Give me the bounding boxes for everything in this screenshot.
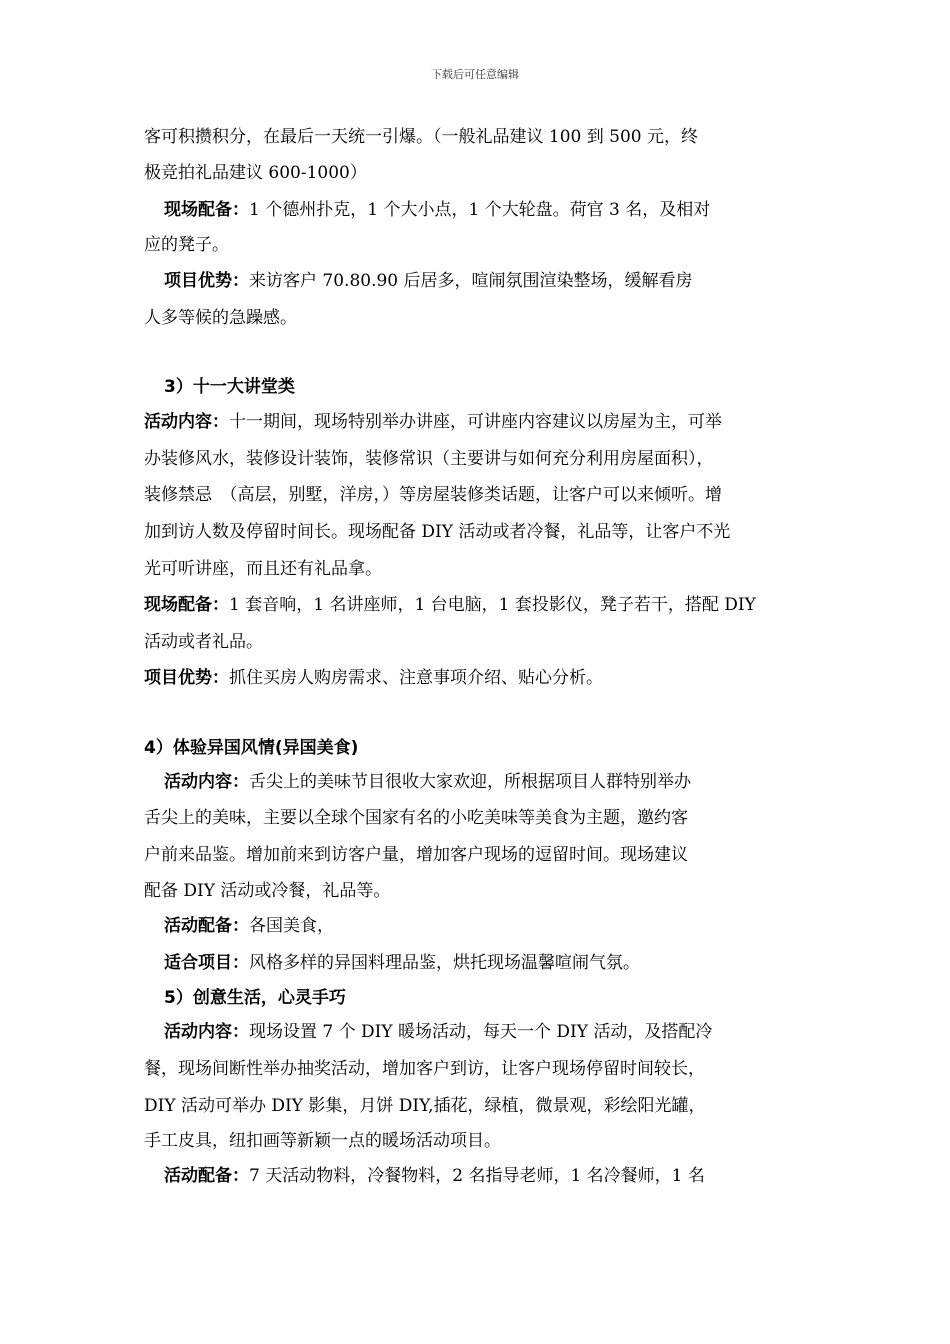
section-3-equip-line-1 <box>144 593 756 617</box>
section-3-content-line-2: 办装修风水，装修设计装饰，装修常识（主要讲与如何充分利用房屋面积）， <box>144 449 714 469</box>
section-4-content-line-2: 舌尖上的美味，主要以全球个国家有名的小吃美味等美食为主题，邀约客 <box>144 808 688 828</box>
section-5-equip-text: 7 天活动物料，冷餐物料，2 名指导老师，1 名冷餐师，1 名 <box>249 1166 705 1186</box>
section-3-equip-line-2: 活动或者礼品。 <box>144 632 263 652</box>
section-3-equip-label: 现场配备： <box>144 595 229 615</box>
intro-equip-text: 1 个德州扑克，1 个大小点，1 个大轮盘。荷官 3 名，及相对 <box>249 200 711 220</box>
section-4-content-line-4: 配备 DIY 活动或冷餐，礼品等。 <box>144 881 391 901</box>
intro-line-1: 客可积攒积分，在最后一天统一引爆。（一般礼品建议 100 到 500 元，终 <box>144 127 699 147</box>
section-4-content-label: 活动内容： <box>164 772 249 792</box>
section-3-adv-line-1 <box>144 666 603 690</box>
section-4-content-text: 舌尖上的美味节目很收大家欢迎，所根据项目人群特别举办 <box>249 772 691 792</box>
section-4-equip-label: 活动配备： <box>164 916 249 936</box>
section-5-content-line-4: 手工皮具，纽扣画等新颖一点的暖场活动项目。 <box>144 1131 501 1151</box>
intro-adv-label: 项目优势： <box>164 271 249 291</box>
section-3-adv-text: 抓住买房人购房需求、注意事项介绍、贴心分析。 <box>229 668 603 688</box>
section-4-content-line-3: 户前来品鉴。增加前来到访客户量，增加客户现场的逗留时间。现场建议 <box>144 845 688 865</box>
section-4-fit-line <box>164 951 640 975</box>
section-5-equip-label: 活动配备： <box>164 1166 249 1186</box>
intro-adv-line-2: 人多等候的急躁感。 <box>144 308 297 328</box>
section-5-content-line-1 <box>164 1020 712 1044</box>
intro-equip-line-1 <box>164 198 710 222</box>
section-3-content-line-1 <box>144 410 722 434</box>
intro-equip-line-2: 应的凳子。 <box>144 235 229 255</box>
intro-equip-label: 现场配备： <box>164 200 249 220</box>
section-4-content-line-1 <box>164 770 691 794</box>
page-header: 下载后可任意编辑 <box>431 68 519 81</box>
section-5-content-line-3: DIY 活动可举办 DIY 影集，月饼 DIY,插花，绿植，微景观，彩绘阳光罐， <box>144 1096 706 1116</box>
section-4-fit-text: 风格多样的异国料理品鉴，烘托现场温馨喧闹气氛。 <box>249 953 640 973</box>
section-3-adv-label: 项目优势： <box>144 668 229 688</box>
intro-adv-line-1 <box>164 269 693 293</box>
section-5-equip-line <box>164 1164 705 1188</box>
section-3-content-text: 十一期间，现场特别举办讲座，可讲座内容建议以房屋为主，可举 <box>229 412 722 432</box>
section-4-fit-label: 适合项目： <box>164 953 249 973</box>
section-3-content-line-3: 装修禁忌 （高层，别墅，洋房，）等房屋装修类话题，让客户可以来倾听。增 <box>144 485 722 505</box>
section-4-equip-line <box>164 914 334 938</box>
section-3-content-label: 活动内容： <box>144 412 229 432</box>
section-5-content-line-2: 餐，现场间断性举办抽奖活动，增加客户到访，让客户现场停留时间较长， <box>144 1059 705 1079</box>
section-3-heading: 3）十一大讲堂类 <box>164 377 295 397</box>
intro-line-2: 极竞拍礼品建议 600-1000） <box>144 163 367 183</box>
section-5-content-label: 活动内容： <box>164 1022 249 1042</box>
section-3-content-line-5: 光可听讲座，而且还有礼品拿。 <box>144 559 382 579</box>
section-3-equip-text: 1 套音响，1 名讲座师，1 台电脑，1 套投影仪，凳子若干，搭配 DIY <box>229 595 756 615</box>
section-3-content-line-4: 加到访人数及停留时间长。现场配备 DIY 活动或者冷餐，礼品等，让客户不光 <box>144 522 731 542</box>
section-4-equip-text: 各国美食， <box>249 916 334 936</box>
intro-adv-text: 来访客户 70.80.90 后居多，喧闹氛围渲染整场，缓解看房 <box>249 271 693 291</box>
section-5-heading: 5）创意生活，心灵手巧 <box>164 988 346 1008</box>
section-4-heading: 4）体验异国风情(异国美食) <box>144 738 359 758</box>
section-5-content-text: 现场设置 7 个 DIY 暖场活动，每天一个 DIY 活动，及搭配冷 <box>249 1022 713 1042</box>
